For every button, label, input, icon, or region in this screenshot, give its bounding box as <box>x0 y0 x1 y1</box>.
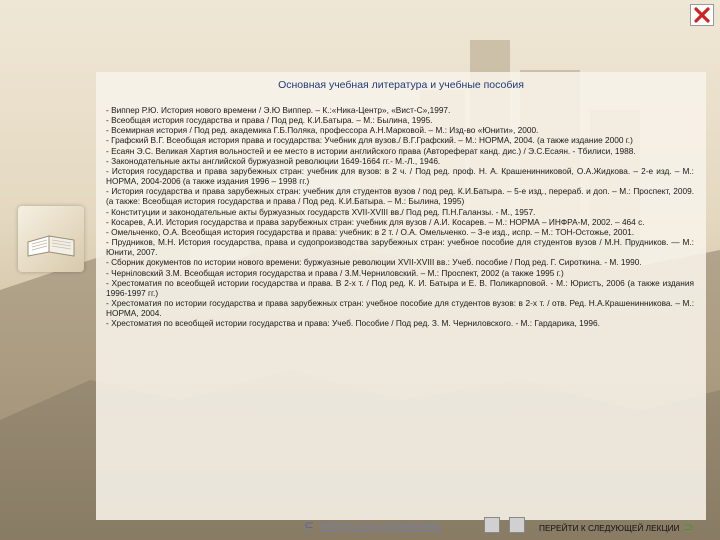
back-arrow-icon: ⊂ <box>304 518 315 532</box>
list-item: - Есаян Э.С. Великая Хартия вольностей и ее место в истории английского права (Автореферат канд. дис.) / Э.С.Есаян. - Тбилиси, 1988. <box>106 145 636 156</box>
list-item: - Законодательные акты английской буржуазной революции 1649-1664 гг.- М.-Л., 1946. <box>106 155 441 166</box>
list-item: - Всеобщая история государства и права / Под ред. К.И.Батыра. – М.: Былина, 1995. <box>106 115 433 126</box>
prev-nav-button[interactable] <box>484 517 500 533</box>
list-item: - Сборник документов по истории нового времени: буржуазные революции XVII-XVIII вв.: Учеб. пособие / Под ред. Г. Сироткина. - М. 1990. <box>106 257 642 268</box>
page-title: Основная учебная литература и учебные пособия <box>278 79 524 91</box>
list-item: - Омельченко, О.А. Всеобщая история государства и права: учебник: в 2 т. / О.А. Омельченко. – 3-е изд., испр. – М.: ТОН-Остожье, 2001. <box>106 226 635 237</box>
literature-list <box>106 105 694 328</box>
close-button[interactable] <box>690 4 714 26</box>
book-icon <box>18 206 84 272</box>
list-item: - Хрестоматия по истории государства и права зарубежных стран: учебное пособие для студентов вузов: в 2-х т. / отв. Ред. Н.А.Крашенинникова. – М.: НОРМА, 2004. <box>106 297 694 319</box>
list-item: - Графский В.Г. Всеобщая история права и государства: Учебник для вузов./ В.Г.Графский. – М.: НОРМА, 2004. (а также издание 2000 г.) <box>106 135 633 146</box>
next-lecture-label: ПЕРЕЙТИ К СЛЕДУЮЩЕЙ ЛЕКЦИИ <box>539 523 680 533</box>
list-item: - Всемирная история / Под ред. академика Г.Б.Поляка, профессора А.Н.Марковой. – М.: Изд-во «Юнити», 2000. <box>106 125 539 136</box>
next-nav-button[interactable] <box>509 517 525 533</box>
list-item: - История государства и права зарубежных стран: учебник для студентов вузов / под ред. К.И.Батыра. – 5-е изд., перераб. и доп. – М.: Проспект, 2009. (а также: Всеобщая история государства и права / Под ред. К.И.Батыра. – М.: Былина, 1995) <box>106 186 694 207</box>
list-item: - Чернiловский З.М. Всеобщая история государства и права / З.М.Черниловский. – М.: Проспект, 2002 (а также 1995 г.) <box>106 267 564 278</box>
list-item: - Косарев, А.И. История государства и права зарубежных стран: учебник для вузов / А.И. Косарев. – М.: НОРМА – ИНФРА-М, 2002. – 464 с. <box>106 216 645 227</box>
list-item: - Виппер Р.Ю. История нового времени / Э.Ю Виппер. – К.:«Ника-Центр», «Вист-С»,1997. <box>106 105 451 115</box>
next-lecture-link[interactable] <box>539 520 694 534</box>
close-icon <box>691 5 713 25</box>
next-arrow-icon: ⊃ <box>683 520 694 534</box>
list-item: - История государства и права зарубежных стран: учебник для вузов: в 2 ч. / Под ред. проф. Н. А. Крашенинниковой, О.А.Жидкова. – 2-е изд. – М.: НОРМА, 2004-2006 (а также издания 1996 – 1998 гг.) <box>106 165 694 187</box>
list-item: - Хрестоматия по всеобщей истории государства и права: Учеб. Пособие / Под ред. З. М. Черниловского. - М.: Гардарика, 1996. <box>106 318 600 329</box>
back-to-contents-label: ВЕРНУТЬСЯ К ОГЛАВЛЕНИЮ <box>320 521 441 531</box>
list-item: - Прудников, М.Н. История государства, права и судопроизводства зарубежных стран: учебное пособие для студентов вузов / М.Н. Прудников. — М.: Юнити, 2007. <box>106 237 694 258</box>
back-to-contents-link[interactable] <box>304 518 441 532</box>
list-item: - Конституции и законодательные акты буржуазных государств XVII-XVIII вв./ Под ред. П.Н.Галанзы. - М., 1957. <box>106 206 536 217</box>
list-item: - Хрестоматия по всеобщей истории государства и права. В 2-х т. / Под ред. К. И. Батыра и Е. В. Поликарповой. - М.: Юристъ, 2006 (а также издания 1996-1997 гг.) <box>106 277 694 298</box>
